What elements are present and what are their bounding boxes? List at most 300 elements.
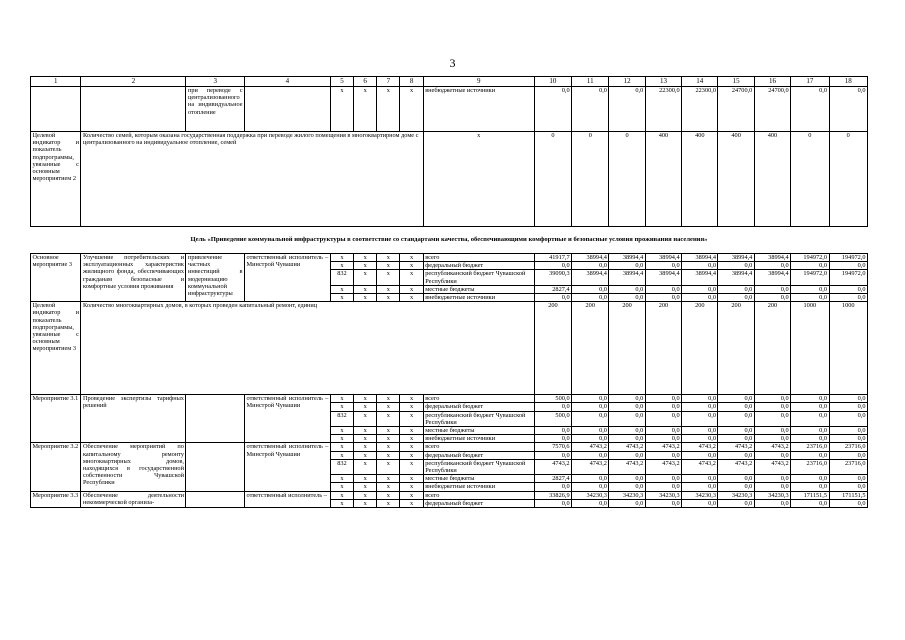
value-cell: 0,0	[572, 499, 609, 507]
value-cell: 0,0	[718, 294, 754, 302]
executor: ответственный исполнитель – Минстрой Чувашии	[245, 254, 331, 302]
x-mark: х	[354, 483, 377, 491]
budget-table	[30, 76, 868, 508]
x-mark: х	[400, 87, 423, 132]
value-cell: 0,0	[791, 451, 829, 459]
table-row	[31, 491, 868, 499]
value-cell: 0,0	[829, 483, 867, 491]
value-cell: 38994,4	[718, 254, 754, 262]
value-cell: 38994,4	[754, 254, 790, 262]
empty-cell	[81, 87, 186, 132]
value-cell: 400	[754, 132, 790, 227]
value-cell: 4743,2	[534, 459, 571, 474]
measure-label: Мероприятие 3.2	[31, 443, 81, 491]
value-cell: 38994,4	[572, 270, 609, 285]
x-mark: х	[354, 499, 377, 507]
value-cell: 0,0	[572, 483, 609, 491]
x-mark: х	[400, 459, 423, 474]
value-cell: 0,0	[609, 451, 645, 459]
x-mark: х	[354, 435, 377, 443]
value-cell: 500,0	[534, 395, 571, 403]
x-mark: х	[354, 262, 377, 270]
column-number: 10	[534, 77, 571, 87]
x-mark: х	[377, 254, 400, 262]
value-cell: 0,0	[609, 411, 645, 426]
value-cell: 0,0	[718, 499, 754, 507]
column-number: 18	[829, 77, 867, 87]
x-mark: х	[330, 87, 353, 132]
value-cell: 0,0	[645, 395, 681, 403]
funding-source: федеральный бюджет	[423, 262, 534, 270]
x-mark: х	[377, 294, 400, 302]
value-cell: 0,0	[645, 403, 681, 411]
value-cell: 0,0	[791, 483, 829, 491]
value-cell: 0,0	[791, 403, 829, 411]
page-number: 3	[449, 56, 456, 70]
value-cell: 171151,5	[829, 491, 867, 499]
value-cell: 0,0	[609, 475, 645, 483]
value-cell: 0,0	[718, 403, 754, 411]
value-cell: 0,0	[645, 285, 681, 293]
x-mark: х	[400, 451, 423, 459]
x-mark: х	[377, 403, 400, 411]
code-cell: 832	[330, 270, 353, 285]
value-cell: 0,0	[754, 395, 790, 403]
value-cell: 33826,9	[534, 491, 571, 499]
x-mark: х	[354, 491, 377, 499]
value-cell: 0,0	[645, 483, 681, 491]
x-mark: х	[377, 395, 400, 403]
value-cell: 0,0	[829, 395, 867, 403]
funding-source: республиканский бюджет Чувашской Республики	[423, 411, 534, 426]
measure-label: Мероприятие 3.3	[31, 491, 81, 507]
value-cell: 200	[682, 302, 718, 395]
value-cell: 400	[718, 132, 754, 227]
value-cell: 200	[609, 302, 645, 395]
value-cell: 0,0	[682, 411, 718, 426]
value-cell: 194972,0	[791, 254, 829, 262]
code-cell: х	[330, 395, 353, 403]
indicator-text: Количество семей, которым оказана государственная поддержка при переводе жилого помещения в многоквартирном доме с централизованного на индивидуальное отопление, семей	[81, 132, 423, 227]
x-mark: х	[377, 270, 400, 285]
funding-source: всего	[423, 395, 534, 403]
value-cell: 0,0	[829, 294, 867, 302]
value-cell: 0,0	[829, 285, 867, 293]
value-cell: 0,0	[791, 427, 829, 435]
value-cell: 24700,0	[754, 87, 790, 132]
value-cell: 0,0	[718, 411, 754, 426]
value-cell: 0,0	[534, 427, 571, 435]
column-number: 13	[645, 77, 681, 87]
code-cell: х	[330, 435, 353, 443]
value-cell: 0,0	[609, 395, 645, 403]
column-number: 15	[718, 77, 754, 87]
measure-col3: привлечение частных инвестиций в модернизацию коммунальной инфраструктуры	[186, 254, 245, 302]
empty-cell	[245, 87, 331, 132]
funding-source: федеральный бюджет	[423, 403, 534, 411]
column-number: 12	[609, 77, 645, 87]
value-cell: 0,0	[791, 262, 829, 270]
indicator-label: Целевой индикатор и показатель подпрограммы, увязанные с основным мероприятием 3	[31, 302, 81, 395]
code-cell: х	[330, 499, 353, 507]
value-cell: 0,0	[829, 262, 867, 270]
value-cell: 0,0	[682, 483, 718, 491]
x-mark: х	[354, 395, 377, 403]
value-cell: 0,0	[791, 395, 829, 403]
funding-source: местные бюджеты	[423, 475, 534, 483]
value-cell: 38994,4	[572, 254, 609, 262]
value-cell: 0,0	[609, 285, 645, 293]
x-mark: х	[400, 443, 423, 451]
value-cell: 0,0	[609, 87, 645, 132]
value-cell: 0,0	[754, 262, 790, 270]
column-number: 16	[754, 77, 790, 87]
x-mark: х	[400, 395, 423, 403]
x-mark: х	[400, 475, 423, 483]
code-cell: 832	[330, 411, 353, 426]
value-cell: 200	[534, 302, 571, 395]
value-cell: 0,0	[572, 435, 609, 443]
x-mark: х	[400, 411, 423, 426]
value-cell: 4743,2	[645, 443, 681, 451]
code-cell: х	[330, 403, 353, 411]
value-cell: 0,0	[645, 262, 681, 270]
x-mark: х	[377, 459, 400, 474]
value-cell: 38994,4	[609, 254, 645, 262]
executor: ответственный исполнитель –	[245, 491, 331, 507]
value-cell: 0,0	[718, 395, 754, 403]
indicator-row	[31, 132, 868, 227]
value-cell: 4743,2	[718, 459, 754, 474]
indicator-text: Количество многоквартирных домов, в которых проведен капитальный ремонт, единиц	[81, 302, 534, 395]
value-cell: 1000	[829, 302, 867, 395]
executor: ответственный исполнитель – Минстрой Чувашии	[245, 395, 331, 443]
value-cell: 0,0	[682, 294, 718, 302]
measure-label: Мероприятие 3.1	[31, 395, 81, 443]
x-mark: х	[400, 403, 423, 411]
indicator-label: Целевой индикатор и показатель подпрограммы, увязанные с основным мероприятием 2	[31, 132, 81, 227]
value-cell: 4743,2	[609, 459, 645, 474]
value-cell: 0,0	[829, 475, 867, 483]
value-cell: 0,0	[682, 427, 718, 435]
value-cell: 0,0	[572, 87, 609, 132]
x-mark: х	[354, 254, 377, 262]
funding-source: федеральный бюджет	[423, 451, 534, 459]
value-cell: 2827,4	[534, 285, 571, 293]
value-cell: 0,0	[682, 262, 718, 270]
funding-source: внебюджетные источники	[423, 87, 534, 132]
goal-heading: Цель «Приведение коммунальной инфраструктуры в соответствие со стандартами качества, обеспечивающими комфортные и безопасные условия проживания населения»	[31, 227, 868, 254]
value-cell: 0,0	[645, 499, 681, 507]
value-cell: 0,0	[682, 499, 718, 507]
value-cell: 34230,3	[754, 491, 790, 499]
value-cell: 0,0	[534, 87, 571, 132]
value-cell: 0,0	[609, 435, 645, 443]
funding-source: республиканский бюджет Чувашской Республики	[423, 270, 534, 285]
column-number: 14	[682, 77, 718, 87]
code-cell: х	[330, 294, 353, 302]
x-mark: х	[354, 451, 377, 459]
indicator-row	[31, 302, 868, 395]
header-row	[31, 77, 868, 87]
value-cell: 4743,2	[645, 459, 681, 474]
measure-label: Основное мероприятие 3	[31, 254, 81, 302]
value-cell: 0,0	[829, 451, 867, 459]
table-row	[31, 395, 868, 403]
code-cell: х	[330, 451, 353, 459]
value-cell: 38994,4	[682, 270, 718, 285]
code-cell: х	[330, 443, 353, 451]
value-cell: 38994,4	[754, 270, 790, 285]
value-cell: 0	[609, 132, 645, 227]
value-cell: 0,0	[572, 294, 609, 302]
value-cell: 39090,3	[534, 270, 571, 285]
funding-source: внебюджетные источники	[423, 483, 534, 491]
funding-source: республиканский бюджет Чувашской Республики	[423, 459, 534, 474]
value-cell: 0	[791, 132, 829, 227]
value-cell: 0,0	[718, 483, 754, 491]
value-cell: 4743,2	[609, 443, 645, 451]
value-cell: 0,0	[609, 403, 645, 411]
x-mark: х	[354, 87, 377, 132]
column-number: 4	[245, 77, 331, 87]
value-cell: 0,0	[645, 427, 681, 435]
code-cell: х	[330, 491, 353, 499]
column-number: 5	[330, 77, 353, 87]
x-mark: х	[400, 499, 423, 507]
value-cell: 194972,0	[829, 270, 867, 285]
value-cell: 400	[682, 132, 718, 227]
value-cell: 0,0	[645, 294, 681, 302]
value-cell: 38994,4	[718, 270, 754, 285]
value-cell: 1000	[791, 302, 829, 395]
x-mark: х	[377, 443, 400, 451]
value-cell: 0,0	[754, 294, 790, 302]
column-number: 11	[572, 77, 609, 87]
measure-name: Проведение экспертизы тарифных решений	[81, 395, 186, 443]
value-cell: 0,0	[754, 427, 790, 435]
value-cell: 23716,0	[829, 443, 867, 451]
value-cell: 38994,4	[609, 270, 645, 285]
code-cell: 832	[330, 459, 353, 474]
value-cell: 34230,3	[718, 491, 754, 499]
value-cell: 0,0	[682, 285, 718, 293]
x-mark: х	[377, 451, 400, 459]
funding-source: внебюджетные источники	[423, 294, 534, 302]
column-number: 1	[31, 77, 81, 87]
value-cell: 0,0	[572, 403, 609, 411]
table-row	[31, 443, 868, 451]
x-mark: х	[400, 285, 423, 293]
value-cell: 0,0	[572, 427, 609, 435]
value-cell: 0,0	[791, 475, 829, 483]
value-cell: 2827,4	[534, 475, 571, 483]
x-mark: х	[377, 411, 400, 426]
code-cell: х	[330, 427, 353, 435]
value-cell: 0,0	[754, 435, 790, 443]
value-cell: 500,0	[534, 411, 571, 426]
x-mark: х	[400, 427, 423, 435]
funding-source: всего	[423, 491, 534, 499]
value-cell: 0,0	[534, 262, 571, 270]
value-cell: 0,0	[645, 451, 681, 459]
x-mark: х	[377, 87, 400, 132]
x-mark: х	[377, 483, 400, 491]
funding-source: внебюджетные источники	[423, 435, 534, 443]
value-cell: 0,0	[754, 483, 790, 491]
x-mark: х	[400, 435, 423, 443]
value-cell: 0,0	[534, 403, 571, 411]
value-cell: 34230,3	[682, 491, 718, 499]
column-number: 6	[354, 77, 377, 87]
value-cell: 0,0	[534, 435, 571, 443]
funding-source: всего	[423, 254, 534, 262]
value-cell: 400	[645, 132, 681, 227]
x-mark: х	[377, 491, 400, 499]
value-cell: 0,0	[791, 87, 829, 132]
value-cell: 0,0	[534, 483, 571, 491]
column-number: 2	[81, 77, 186, 87]
value-cell: 0,0	[829, 411, 867, 426]
value-cell: 0,0	[754, 285, 790, 293]
value-cell: 0,0	[609, 427, 645, 435]
table-row	[31, 87, 868, 132]
value-cell: 0,0	[791, 411, 829, 426]
x-mark: х	[377, 475, 400, 483]
value-cell: 0,0	[791, 294, 829, 302]
x-mark: х	[354, 459, 377, 474]
value-cell: 0,0	[534, 499, 571, 507]
value-cell: 0,0	[829, 435, 867, 443]
value-cell: 0,0	[645, 475, 681, 483]
value-cell: 194972,0	[829, 254, 867, 262]
value-cell: 4743,2	[682, 459, 718, 474]
value-cell: 0,0	[718, 262, 754, 270]
x-mark: х	[400, 270, 423, 285]
funding-source: местные бюджеты	[423, 285, 534, 293]
x-mark: х	[354, 411, 377, 426]
table-row	[31, 254, 868, 262]
column-number: 9	[423, 77, 534, 87]
x-mark: х	[354, 475, 377, 483]
x-mark: х	[400, 483, 423, 491]
measure-name: Обеспечение мероприятий по капитальному ремонту многоквартирных домов, находящихся в государственной собственности Чувашской Республики	[81, 443, 186, 491]
empty-cell	[31, 87, 81, 132]
x-mark: х	[377, 427, 400, 435]
x-mark: х	[400, 294, 423, 302]
value-cell: 0,0	[754, 411, 790, 426]
value-cell: 0,0	[682, 475, 718, 483]
value-cell: 34230,3	[645, 491, 681, 499]
executor: ответственный исполнитель – Минстрой Чувашии	[245, 443, 331, 491]
value-cell: 0,0	[572, 411, 609, 426]
funding-source: федеральный бюджет	[423, 499, 534, 507]
measure-cell: при переводе с централизованного на индивидуальное отопление	[186, 87, 245, 132]
measure-col3	[186, 395, 245, 443]
value-cell: 0,0	[791, 435, 829, 443]
x-mark: х	[354, 443, 377, 451]
value-cell: 34230,3	[572, 491, 609, 499]
value-cell: 0,0	[791, 499, 829, 507]
x-mark: х	[354, 294, 377, 302]
goal-row	[31, 227, 868, 254]
value-cell: 4743,2	[572, 459, 609, 474]
value-cell: 4743,2	[754, 459, 790, 474]
value-cell: 200	[718, 302, 754, 395]
value-cell: 23716,0	[791, 459, 829, 474]
value-cell: 0,0	[829, 499, 867, 507]
value-cell: 22300,0	[682, 87, 718, 132]
value-cell: 0,0	[829, 427, 867, 435]
code-cell: х	[330, 285, 353, 293]
value-cell: 0	[572, 132, 609, 227]
value-cell: 7570,6	[534, 443, 571, 451]
value-cell: 0,0	[534, 294, 571, 302]
value-cell: 0,0	[754, 403, 790, 411]
value-cell: 0,0	[718, 475, 754, 483]
value-cell: 0,0	[829, 87, 867, 132]
value-cell: 0,0	[754, 451, 790, 459]
value-cell: 0,0	[682, 403, 718, 411]
value-cell: 0	[534, 132, 571, 227]
x-mark: х	[400, 262, 423, 270]
value-cell: 24700,0	[718, 87, 754, 132]
value-cell: 0,0	[645, 411, 681, 426]
value-cell: 0,0	[572, 451, 609, 459]
value-cell: 0,0	[572, 475, 609, 483]
x-mark: х	[377, 262, 400, 270]
measure-name: Улучшение потребительских и эксплуатационных характеристик жилищного фонда, обеспечивающих гражданам безопасные и комфортные условия проживания	[81, 254, 186, 302]
x-mark: х	[400, 491, 423, 499]
value-cell: 0,0	[718, 435, 754, 443]
column-number: 7	[377, 77, 400, 87]
code-cell: х	[330, 475, 353, 483]
value-cell: 4743,2	[718, 443, 754, 451]
value-cell: 0,0	[754, 499, 790, 507]
value-cell: 23716,0	[791, 443, 829, 451]
value-cell: 0,0	[718, 451, 754, 459]
value-cell: 0,0	[609, 499, 645, 507]
value-cell: 0,0	[682, 451, 718, 459]
value-cell: 0,0	[645, 435, 681, 443]
column-number: 8	[400, 77, 423, 87]
value-cell: 0,0	[718, 427, 754, 435]
value-cell: 4743,2	[754, 443, 790, 451]
value-cell: 34230,3	[609, 491, 645, 499]
value-cell: 0,0	[791, 285, 829, 293]
value-cell: 0,0	[829, 403, 867, 411]
value-cell: 38994,4	[682, 254, 718, 262]
value-cell: 0,0	[534, 451, 571, 459]
value-cell: 171151,5	[791, 491, 829, 499]
value-cell: 0,0	[754, 475, 790, 483]
column-number: 3	[186, 77, 245, 87]
column-number: 17	[791, 77, 829, 87]
x-mark: х	[377, 435, 400, 443]
value-cell: 38994,4	[645, 254, 681, 262]
value-cell: 0,0	[609, 294, 645, 302]
value-cell: 0,0	[682, 435, 718, 443]
value-cell: 0,0	[572, 262, 609, 270]
code-cell: х	[330, 254, 353, 262]
value-cell: 200	[645, 302, 681, 395]
value-cell: 4743,2	[682, 443, 718, 451]
value-cell: 22300,0	[645, 87, 681, 132]
code-cell: х	[330, 483, 353, 491]
x-mark: х	[377, 285, 400, 293]
value-cell: 200	[572, 302, 609, 395]
value-cell: 0	[829, 132, 867, 227]
